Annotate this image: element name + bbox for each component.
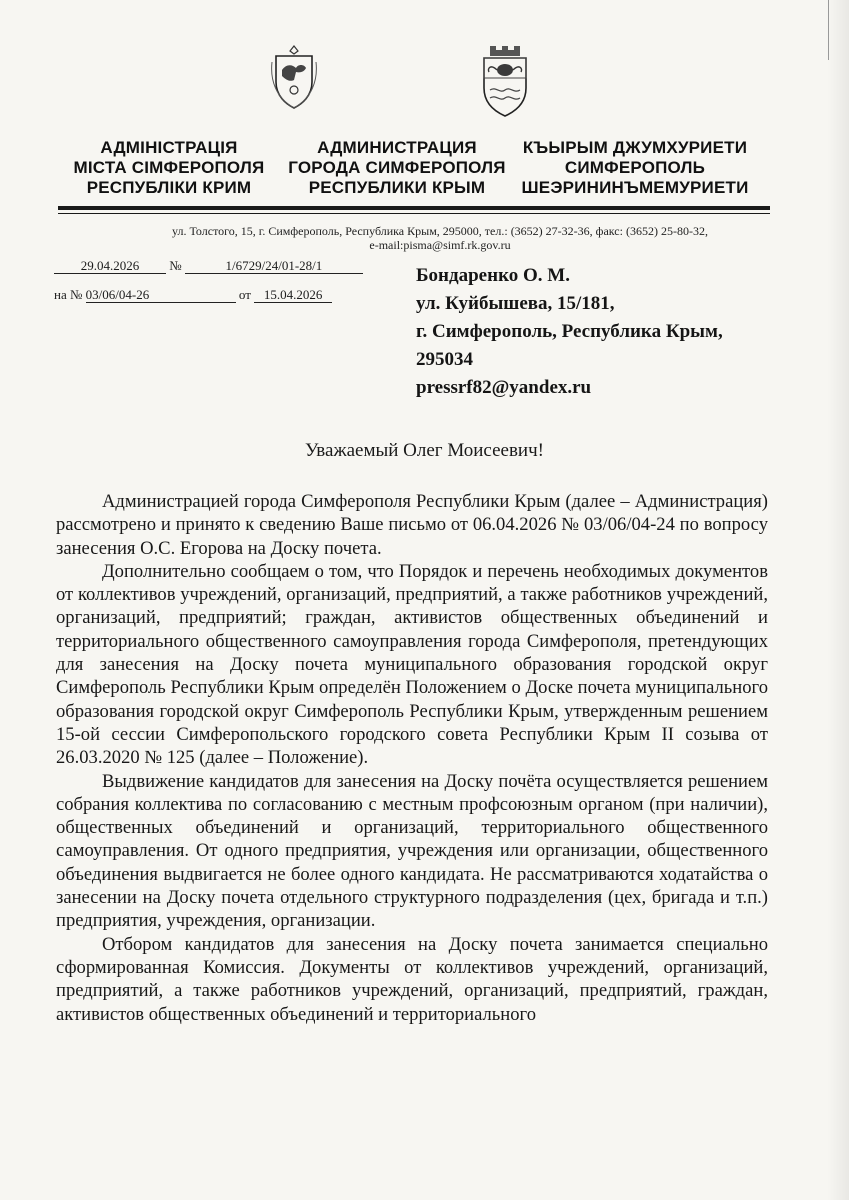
- header-crh-line-1: КЪЫРЫМ ДЖУМХУРИЕТИ: [522, 138, 748, 157]
- outgoing-registration: [54, 258, 363, 274]
- header-crh-line-3: ШЕЭРИНИНЪМЕМУРИЕТИ: [521, 178, 749, 197]
- body-paragraph: Администрацией города Симферополя Республики Крым (далее – Администрация) рассмотрено и принято к сведению Ваше письмо от 06.04.2026 № 03/06/04-24 по вопросу занесения О.С. Егорова на Доску почета.: [56, 491, 768, 559]
- header-crh-line-2: СИМФЕРОПОЛЬ: [564, 158, 706, 177]
- recipient-street: ул. Куйбышева, 15/181,: [416, 293, 615, 314]
- ref-from: от: [238, 287, 251, 302]
- header-crimean-tatar: [510, 138, 760, 198]
- header-divider-thin: [58, 213, 770, 214]
- recipient-name: Бондаренко О. М.: [416, 265, 570, 286]
- header-ru-line-2: ГОРОДА СИМФЕРОПОЛЯ: [288, 158, 506, 177]
- recipient-city: г. Симферополь, Республика Крым,: [416, 321, 723, 342]
- ref-number: 03/06/04-26: [86, 287, 236, 303]
- crimea-coat-of-arms-icon: [270, 44, 318, 112]
- recipient-postcode: 295034: [416, 349, 473, 370]
- header-russian: [286, 138, 508, 198]
- incoming-reference: [54, 287, 332, 303]
- ref-date: 15.04.2026: [254, 287, 332, 303]
- number-prefix: №: [169, 258, 182, 273]
- header-divider-thick: [58, 206, 770, 210]
- header-ru-line-3: РЕСПУБЛИКИ КРЫМ: [308, 178, 486, 197]
- header-ukrainian: [58, 138, 280, 198]
- scan-edge-shadow: [827, 0, 849, 1200]
- body-paragraph: Дополнительно сообщаем о том, что Порядок и перечень необходимых документов от коллективов учреждений, организаций, предприятий, а также работников учреждений, организаций, предприятий; граждан, активистов общественных объединений и территориального общественного самоуправления города Симферополя, претендующих для занесения на Доску почета муниципального образования городской округ Симферополь Республики Крым определён Положением о Доске почета муниципального образования городской округ Симферополь Республики Крым, утвержденным решением 15-ой сессии Симферопольского городского совета Республики Крым II созыва от 26.03.2020 № 125 (далее – Положение).: [56, 560, 768, 769]
- simferopol-coat-of-arms-icon: [476, 42, 534, 118]
- outgoing-number: 1/6729/24/01-28/1: [185, 258, 363, 274]
- email-line: e-mail:pisma@simf.rk.gov.ru: [369, 238, 511, 252]
- body-paragraph: Выдвижение кандидатов для занесения на Доску почёта осуществляется решением собрания коллектива по согласованию с местным профсоюзным органом (при наличии), общественных объединений и организаций, территориального общественного самоуправления. От одного предприятия, учреждения или организации, общественного объединения выдвигается не более одного кандидата. Не рассматриваются ходатайства о занесении на Доску почета отдельного структурного подразделения (цех, бригада и т.п.) предприятия, учреждения, организации.: [56, 770, 768, 932]
- recipient-block: [416, 262, 723, 402]
- recipient-email: pressrf82@yandex.ru: [416, 377, 592, 398]
- header-ua-line-1: АДМІНІСТРАЦІЯ: [100, 138, 238, 157]
- office-address: [110, 224, 770, 252]
- ref-prefix: на №: [54, 287, 83, 302]
- header-ua-line-3: РЕСПУБЛІКИ КРИМ: [86, 178, 252, 197]
- body-paragraph: Отбором кандидатов для занесения на Доску почета занимается специально сформированная Комиссия. Документы от коллективов учреждений, организаций, предприятий, а также работников учреждений, организаций, предприятий, граждан, активистов общественных объединений и территориального: [56, 933, 768, 1025]
- header-ua-line-2: МІСТА СІМФЕРОПОЛЯ: [73, 158, 265, 177]
- header-ru-line-1: АДМИНИСТРАЦИЯ: [317, 138, 477, 157]
- greeting: Уважаемый Олег Моисеевич!: [305, 440, 544, 461]
- scan-edge-mark: [828, 0, 829, 60]
- address-line: ул. Толстого, 15, г. Симферополь, Республика Крым, 295000, тел.: (3652) 27-32-36, факс: (3652) 25-80-32,: [172, 224, 708, 238]
- letter-body: [56, 490, 768, 1026]
- outgoing-date: 29.04.2026: [54, 258, 166, 274]
